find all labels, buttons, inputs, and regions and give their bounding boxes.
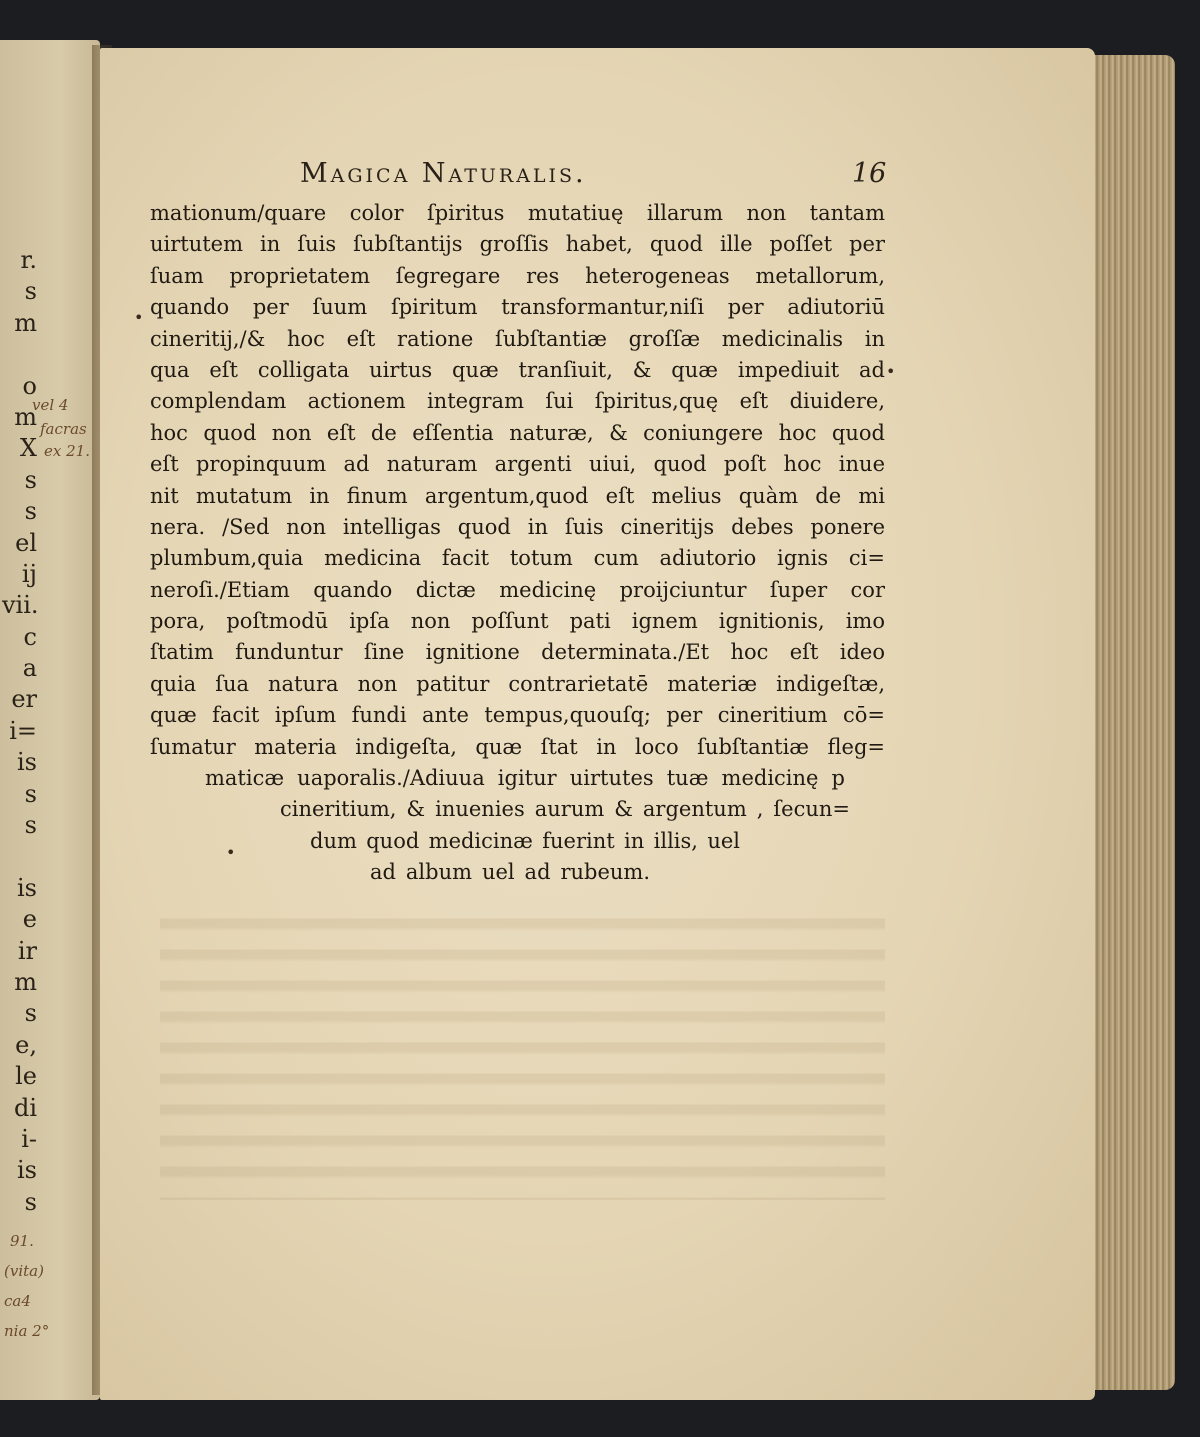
text-line: ſumatur materia indigeſta, quæ ſtat in loco ſubſtantiæ fleg= [150,734,885,759]
text-line: maticæ uaporalis./Adiuua igitur uirtutes tuæ medicinę p [205,766,845,791]
marginal-note: ex 21. [44,442,90,460]
facing-line-end: vii. [2,591,39,620]
facing-line-end: is [17,1156,37,1185]
page-number: 16 [852,158,887,189]
body-text [150,198,885,889]
facing-line-end: i= [9,716,37,745]
running-head: Magica Naturalis. [300,158,587,189]
facing-page-text [2,245,97,1218]
facing-line-end: o [22,371,37,400]
text-line: ad album uel ad rubeum. [370,860,650,885]
facing-page [0,40,100,1400]
text-line: ſtatim funduntur ſine ignitione determinata./Et hoc eſt ideo [150,640,885,665]
facing-line-end: s [24,465,37,494]
text-line: quando per ſuum ſpiritum transformantur,niſi per adiutoriū [150,295,885,320]
facing-line-end: er [11,685,37,714]
facing-line-end [2,339,97,370]
text-line: nit mutatum in finum argentum,quod eſt melius quàm de mi [150,483,885,508]
text-line: plumbum,quia medicina facit totum cum adiutorio ignis ci= [150,546,885,571]
facing-line-end: el [15,528,37,557]
facing-line-end: le [15,1062,37,1091]
text-line: neroſi./Etiam quando dictæ medicinę proijciuntur ſuper cor [150,577,885,602]
text-line: ſuam proprietatem ſegregare res heterogeneas metallorum, [150,263,885,288]
text-line: nera. /Sed non intelligas quod in ſuis cineritijs debes ponere [150,514,885,539]
facing-line-end: X [19,434,37,463]
facing-line-end: i- [21,1124,37,1153]
text-line: cineritium, & inuenies aurum & argentum , ſecun= [280,797,850,822]
marginal-note: facras [40,420,87,438]
facing-line-end: r. [20,246,37,274]
facing-line-end: s [24,811,37,840]
text-line: hoc quod non eſt de eſſentia naturæ, & coniungere hoc quod [150,420,885,445]
facing-line-end [2,841,97,872]
ink-dot: • [134,308,144,327]
facing-line-end: m [14,967,37,996]
facing-line-end: m [14,402,37,431]
marginal-note: (vita) [4,1262,44,1280]
facing-line-end: is [17,873,37,902]
marginal-note: nia 2° [4,1322,50,1340]
marginal-note: 91. [10,1232,34,1250]
text-line: eſt propinquum ad naturam argenti uiui, quod poſt hoc inue [150,452,885,477]
facing-line-end: s [24,277,37,306]
text-line: complendam actionem integram ſui ſpiritus,quę eſt diuidere, [150,389,885,414]
facing-line-end: is [17,748,37,777]
marginal-note: vel 4 [32,396,69,414]
ink-dot: • [226,843,236,862]
text-line: mationum/quare color ſpiritus mutatiuę illarum non tantam [150,201,885,225]
facing-line-end: a [22,654,37,683]
facing-line-end: ij [21,559,37,588]
text-line: cineritij,/& hoc eſt ratione ſubſtantiæ groſſæ medicinalis in [150,326,885,351]
facing-line-end: c [23,622,37,651]
marginal-note: ca4 [4,1292,31,1310]
facing-line-end: s [24,1187,37,1216]
ink-dot: • [886,362,896,381]
text-line: quia ſua natura non patitur contrarietatē materiæ indigeſtæ, [150,671,885,696]
facing-line-end: di [13,1093,37,1122]
facing-line-end: s [24,999,37,1028]
show-through-text [160,900,885,1200]
facing-line-end: s [24,497,37,526]
facing-line-end: ir [17,936,37,965]
facing-line-end: e [22,905,37,934]
facing-line-end: s [24,779,37,808]
facing-line-end: e, [15,1030,37,1059]
text-line: uirtutem in ſuis ſubſtantijs groſſis habet, quod ille poſſet per [150,232,885,257]
text-line: pora, poſtmodū ipſa non poſſunt pati ignem ignitionis, imo [150,609,885,634]
text-line: quæ facit ipſum fundi ante tempus,quouſq; per cineritium cō= [150,703,885,728]
text-line: qua eſt colligata uirtus quæ tranſiuit, & quæ impediuit ad [150,357,885,382]
facing-line-end: m [14,308,37,337]
text-line: dum quod medicinæ fuerint in illis, uel [310,828,740,853]
